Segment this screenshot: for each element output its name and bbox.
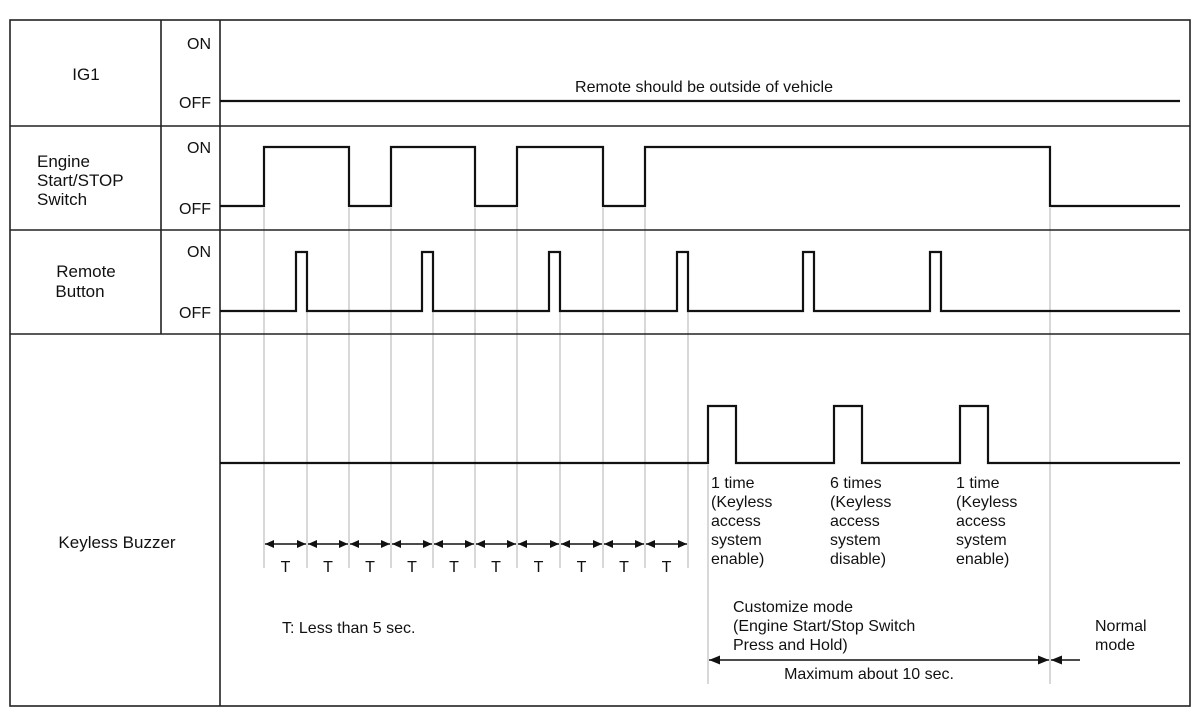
row-labels: [37, 65, 176, 552]
interval-arrowhead: [297, 540, 306, 548]
buzzer-event-2-line: 6 times: [830, 475, 882, 492]
ig1-label: IG1: [72, 65, 100, 84]
guide-lines: [264, 208, 1050, 684]
t-intervals: [265, 540, 687, 576]
engine-switch-on-label: ON: [187, 140, 211, 157]
customize-mode-line: (Engine Start/Stop Switch: [733, 618, 916, 635]
interval-t-label: T: [323, 559, 333, 576]
interval-arrowhead: [550, 540, 559, 548]
buzzer-event-annotations: [711, 475, 1017, 568]
remote-button-waveform: [220, 252, 1180, 311]
interval-arrowhead: [678, 540, 687, 548]
buzzer-event-3-line: (Keyless: [956, 494, 1018, 511]
buzzer-event-3-line: system: [956, 532, 1007, 549]
waveforms: [220, 101, 1180, 463]
interval-arrowhead: [339, 540, 348, 548]
buzzer-event-2-line: (Keyless: [830, 494, 892, 511]
interval-arrowhead: [561, 540, 570, 548]
interval-arrowhead: [604, 540, 613, 548]
engine-switch-off-label: OFF: [179, 201, 211, 218]
buzzer-event-3-line: enable): [956, 551, 1010, 568]
interval-arrowhead: [381, 540, 390, 548]
remote-button-on-label: ON: [187, 244, 211, 261]
interval-arrowhead: [423, 540, 432, 548]
buzzer-event-1-line: system: [711, 532, 762, 549]
buzzer-event-2-line: system: [830, 532, 881, 549]
buzzer-event-3-line: access: [956, 513, 1006, 530]
interval-t-label: T: [449, 559, 459, 576]
interval-arrowhead: [465, 540, 474, 548]
remote-outside-note: Remote should be outside of vehicle: [575, 79, 833, 96]
normal-mode-line: mode: [1095, 637, 1136, 654]
buzzer-event-1-line: (Keyless: [711, 494, 773, 511]
normal-mode-line: Normal: [1095, 618, 1147, 635]
interval-arrowhead: [392, 540, 401, 548]
interval-t-label: T: [491, 559, 501, 576]
interval-t-label: T: [576, 559, 587, 576]
interval-arrowhead: [635, 540, 644, 548]
ig1-off-label: OFF: [179, 95, 211, 112]
interval-arrowhead: [434, 540, 443, 548]
maximum-time-label: Maximum about 10 sec.: [784, 666, 954, 683]
customize-mode-annotation: [709, 599, 1049, 683]
remote-button-off-label: OFF: [179, 305, 211, 322]
interval-t-label: T: [280, 559, 291, 576]
interval-arrowhead: [350, 540, 359, 548]
buzzer-event-1-line: access: [711, 513, 761, 530]
interval-t-label: T: [407, 559, 417, 576]
customize-mode-line: Press and Hold): [733, 637, 848, 654]
keyless-buzzer-label: Keyless Buzzer: [58, 533, 176, 552]
engine-switch-label-line: Start/STOP: [37, 171, 124, 190]
buzzer-event-2-line: access: [830, 513, 880, 530]
t-definition-note: T: Less than 5 sec.: [282, 620, 416, 637]
remote-button-label-line: Remote: [56, 262, 116, 281]
interval-arrowhead: [593, 540, 602, 548]
customize-mode-line: Customize mode: [733, 599, 854, 616]
buzzer-event-2-line: disable): [830, 551, 887, 568]
interval-t-label: T: [365, 559, 375, 576]
interval-t-label: T: [661, 559, 672, 576]
engine-switch-label-line: Switch: [37, 190, 88, 209]
engine-switch-waveform: [220, 147, 1180, 206]
dimension-arrow-left: [709, 656, 720, 665]
diagram-frame: [10, 20, 1190, 706]
interval-t-label: T: [533, 559, 544, 576]
interval-arrowhead: [308, 540, 317, 548]
ig1-on-label: ON: [187, 36, 211, 53]
interval-arrowhead: [518, 540, 527, 548]
engine-switch-label-line: Engine: [37, 152, 90, 171]
dimension-arrow-right: [1038, 656, 1049, 665]
interval-arrowhead: [507, 540, 516, 548]
interval-arrowhead: [476, 540, 485, 548]
buzzer-event-1-line: enable): [711, 551, 765, 568]
remote-button-label-line: Button: [55, 282, 105, 301]
interval-t-label: T: [619, 559, 629, 576]
keyless-buzzer-waveform: [220, 406, 1180, 463]
buzzer-event-1-line: 1 time: [711, 475, 755, 492]
interval-arrowhead: [646, 540, 655, 548]
outer-border: [10, 20, 1190, 706]
normal-mode-annotation: [1051, 618, 1147, 665]
buzzer-event-3-line: 1 time: [956, 475, 1000, 492]
normal-mode-arrow: [1051, 656, 1062, 665]
interval-arrowhead: [265, 540, 274, 548]
state-labels: [179, 36, 211, 322]
